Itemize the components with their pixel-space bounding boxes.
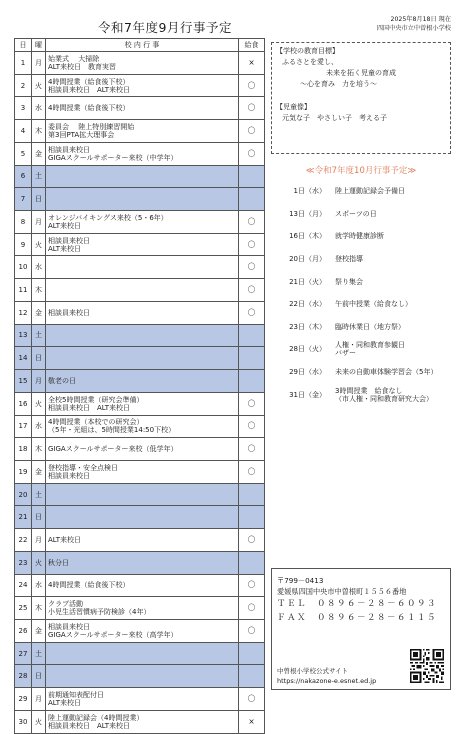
october-date: 29日（水） [289,368,326,377]
event-line: 相談員来校日 ALT来校日 [48,85,131,94]
school-contact-box [271,568,451,690]
events-cell [46,642,239,665]
postal-code: 〒799－0413 [277,576,324,585]
day-cell: 1 [15,52,32,75]
weekday-cell: 土 [32,642,46,665]
events-cell [46,301,239,324]
table-row [15,551,265,574]
day-cell: 18 [15,438,32,461]
events-cell [46,529,239,552]
kyushoku-cell: 〇 [239,597,265,620]
weekday-cell: 日 [32,347,46,370]
october-events [335,180,405,203]
as-of-date: 2025年8月18日 現在 [390,16,451,23]
day-cell: 24 [15,574,32,597]
october-event-line: バザー [335,349,356,358]
october-date: 20日（月） [289,255,326,264]
kyushoku-cell: 〇 [239,438,265,461]
october-event-line: 3時間授業 給食なし [335,386,403,395]
table-row [15,483,265,506]
table-row [15,619,265,642]
weekday-cell: 木 [32,279,46,302]
events-cell [46,74,239,97]
table-row [15,324,265,347]
day-cell: 19 [15,460,32,483]
event-line: GIGAスクールサポーター来校（中学年） [48,153,178,162]
table-row [15,52,265,75]
october-events [335,316,405,339]
list-item [278,225,458,248]
table-row [15,370,265,393]
table-row [15,460,265,483]
events-cell [46,460,239,483]
october-date: 31日（金） [289,390,326,399]
weekday-cell: 月 [32,529,46,552]
event-line: 敬老の日 [48,376,76,385]
october-date: 28日（火） [289,345,326,354]
day-cell: 7 [15,188,32,211]
day-cell: 27 [15,642,32,665]
weekday-cell: 金 [32,301,46,324]
event-line: 4時間授業（給食後下校） [48,104,130,113]
events-cell [46,324,239,347]
events-cell [46,415,239,438]
october-events [335,270,363,293]
header-events: 校 内 行 事 [46,39,239,52]
event-line: GIGAスクールサポーター来校（高学年） [48,630,178,639]
list-item [278,270,458,293]
event-line: ALT来校日 [48,698,82,707]
event-line: 第3回PTA拡大理事会 [48,131,115,140]
school-site [277,666,376,686]
event-line: （5年・光組は、5時間授業14:50下校） [48,426,176,435]
table-row [15,165,265,188]
goals-heading: 【学校の教育目標】 [276,47,339,55]
goal-line-2: 未来を拓く児童の育成 [326,69,396,77]
october-event-line: （市人権・同和教育研究大会） [335,394,433,403]
weekday-cell: 土 [32,483,46,506]
october-event-line: 午前中授業（給食なし） [335,300,412,309]
event-line: 全校5時間授業（研究会準備） [48,395,144,404]
day-cell: 23 [15,551,32,574]
header-day: 日 [15,39,32,52]
event-line: 始業式 大掃除 [48,54,100,63]
event-line: 登校指導・安全点検日 [48,463,118,472]
day-cell: 9 [15,233,32,256]
day-cell: 17 [15,415,32,438]
october-events [335,361,437,384]
table-row [15,642,265,665]
weekday-cell: 火 [32,392,46,415]
student-image-line: 元気な子 やさしい子 考える子 [282,114,387,122]
kyushoku-cell [239,188,265,211]
weekday-cell: 水 [32,574,46,597]
kyushoku-cell [239,347,265,370]
day-cell: 22 [15,529,32,552]
october-date: 22日（水） [289,300,326,309]
day-cell: 20 [15,483,32,506]
weekday-cell: 水 [32,415,46,438]
weekday-cell: 月 [32,211,46,234]
kyushoku-cell: 〇 [239,415,265,438]
header-kyushoku: 給食 [239,39,265,52]
kyushoku-cell [239,642,265,665]
day-cell: 4 [15,120,32,143]
kyushoku-cell: 〇 [239,301,265,324]
table-row [15,279,265,302]
kyushoku-cell: 〇 [239,460,265,483]
october-title: ≪令和7年度10月行事予定≫ [305,166,417,176]
table-row [15,74,265,97]
kyushoku-cell: × [239,52,265,75]
list-item [278,248,458,271]
day-cell: 3 [15,97,32,120]
kyushoku-cell: 〇 [239,619,265,642]
events-cell [46,97,239,120]
event-line: クラブ活動 [48,600,83,609]
goal-line-3: ～心を育み 力を培う～ [300,80,377,88]
day-cell: 5 [15,142,32,165]
list-item [278,383,458,406]
address: 愛媛県四国中央市中曽根町１５５６番地 [277,587,407,596]
events-cell [46,142,239,165]
october-events [335,203,377,226]
october-event-line: 臨時休業日（地方祭） [335,322,405,331]
event-line: GIGAスクールサポーター来校（低学年） [48,445,178,454]
kyushoku-cell [239,483,265,506]
kyushoku-cell [239,506,265,529]
spacer [276,90,446,102]
table-row [15,688,265,711]
october-schedule-list [278,180,458,406]
event-line: ALT来校日 [48,244,82,253]
event-line: ALT来校日 [48,535,82,544]
october-event-line: 未来の自動車体験学習会（5年） [335,368,438,377]
weekday-cell: 日 [32,188,46,211]
weekday-cell: 火 [32,74,46,97]
kyushoku-cell: 〇 [239,279,265,302]
event-line: ALT来校日 [48,221,82,230]
event-line: 相談員来校日 [48,236,90,245]
october-event-line: 人権・同和教育参観日 [335,341,405,350]
weekday-cell: 木 [32,438,46,461]
october-events [335,248,363,271]
table-row [15,97,265,120]
day-cell: 12 [15,301,32,324]
list-item [278,316,458,339]
kyushoku-cell: × [239,710,265,733]
september-schedule-table [14,38,265,734]
events-cell [46,279,239,302]
event-line: 相談員来校日 [48,622,90,631]
kyushoku-cell: 〇 [239,211,265,234]
weekday-cell: 金 [32,619,46,642]
kyushoku-cell: 〇 [239,74,265,97]
day-cell: 10 [15,256,32,279]
list-item [278,361,458,384]
page-title: 令和7年度9月行事予定 [98,20,232,35]
event-line: 相談員来校日 [48,145,90,154]
events-cell [46,574,239,597]
events-cell [46,551,239,574]
events-cell [46,438,239,461]
october-events [335,383,433,406]
october-events [335,293,412,316]
october-date: 21日（火） [289,277,326,286]
event-line: 小児生活習慣病予防検診（4年） [48,608,151,617]
kyushoku-cell [239,551,265,574]
table-row [15,415,265,438]
events-cell [46,506,239,529]
day-cell: 13 [15,324,32,347]
events-cell [46,665,239,688]
october-event-line: スポーツの日 [335,209,377,218]
october-date: 1日（水） [293,187,326,196]
day-cell: 8 [15,211,32,234]
table-header-row [15,39,265,52]
day-cell: 25 [15,597,32,620]
table-row [15,347,265,370]
event-line: 陸上運動記録会（4時間授業） [48,713,144,722]
list-item [278,180,458,203]
weekday-cell: 金 [32,142,46,165]
day-cell: 15 [15,370,32,393]
kyushoku-cell: 〇 [239,529,265,552]
october-events [335,225,384,248]
events-cell [46,597,239,620]
table-row [15,529,265,552]
weekday-cell: 水 [32,256,46,279]
kyushoku-cell [239,370,265,393]
table-row [15,710,265,733]
weekday-cell: 月 [32,688,46,711]
event-line: ALT来校日 教育実習 [48,62,117,71]
event-line: 4時間授業（本校での研究会） [48,418,144,427]
tel-number: ＴＥＬ ０８９６－２８－６０９３ [277,599,438,609]
events-cell [46,392,239,415]
kyushoku-cell: 〇 [239,233,265,256]
schedule-body [15,52,265,734]
events-cell [46,211,239,234]
weekday-cell: 月 [32,370,46,393]
table-row [15,211,265,234]
list-item [278,338,458,361]
weekday-cell: 火 [32,551,46,574]
day-cell: 29 [15,688,32,711]
october-date: 23日（木） [289,322,326,331]
day-cell: 14 [15,347,32,370]
event-line: 相談員来校日 [48,471,90,480]
kyushoku-cell: 〇 [239,97,265,120]
day-cell: 2 [15,74,32,97]
weekday-cell: 日 [32,506,46,529]
table-row [15,438,265,461]
kyushoku-cell: 〇 [239,688,265,711]
kyushoku-cell: 〇 [239,142,265,165]
october-date: 16日（木） [289,232,326,241]
event-line: 相談員来校日 [48,308,90,317]
kyushoku-cell [239,324,265,347]
table-row [15,120,265,143]
list-item [278,293,458,316]
october-event-line: 陸上運動記録会予備日 [335,187,405,196]
goal-line-1: ふるさとを愛し、 [282,58,338,66]
day-cell: 30 [15,710,32,733]
day-cell: 26 [15,619,32,642]
day-cell: 11 [15,279,32,302]
october-events [335,338,405,361]
event-line: 4時間授業（給食後下校） [48,581,130,590]
table-row [15,188,265,211]
events-cell [46,188,239,211]
event-line: 秋分日 [48,558,69,567]
october-date: 13日（月） [289,209,326,218]
events-cell [46,52,239,75]
event-line: 前期通知表配付日 [48,690,104,699]
school-name: 四国中央市立中曽根小学校 [376,25,451,32]
events-cell [46,688,239,711]
weekday-cell: 日 [32,665,46,688]
kyushoku-cell [239,665,265,688]
events-cell [46,370,239,393]
table-row [15,506,265,529]
events-cell [46,483,239,506]
table-row [15,256,265,279]
event-line: 相談員来校日 ALT来校日 [48,403,131,412]
kyushoku-cell: 〇 [239,574,265,597]
education-goals-box [271,42,451,154]
events-cell [46,120,239,143]
table-row [15,142,265,165]
qr-code-icon[interactable] [410,649,444,683]
kyushoku-cell: 〇 [239,256,265,279]
table-row [15,301,265,324]
event-line: オレンジバイキングス来校（5・6年） [48,213,168,222]
kyushoku-cell: 〇 [239,120,265,143]
events-cell [46,619,239,642]
weekday-cell: 火 [32,710,46,733]
day-cell: 28 [15,665,32,688]
weekday-cell: 金 [32,460,46,483]
table-row [15,574,265,597]
site-url[interactable]: https://nakazone-e.esnet.ed.jp [277,677,377,685]
table-row [15,597,265,620]
fax-number: ＦＡＸ ０８９６－２８－６１１５ [277,613,438,623]
kyushoku-cell: 〇 [239,392,265,415]
kyushoku-cell [239,165,265,188]
weekday-cell: 水 [32,97,46,120]
october-event-line: 登校指導 [335,255,363,264]
day-cell: 21 [15,506,32,529]
events-cell [46,233,239,256]
weekday-cell: 土 [32,165,46,188]
events-cell [46,710,239,733]
event-line: 4時間授業（給食後下校） [48,77,130,86]
october-event-line: 祭り集会 [335,277,363,286]
day-cell: 6 [15,165,32,188]
site-label: 中曽根小学校公式サイト [277,667,349,675]
table-row [15,233,265,256]
october-event-line: 就学時健康診断 [335,232,384,241]
header-weekday: 曜 [32,39,46,52]
events-cell [46,256,239,279]
day-cell: 16 [15,392,32,415]
event-line: 委員会 陸上特別練習開始 [48,123,135,132]
weekday-cell: 火 [32,233,46,256]
student-image-heading: 【児童像】 [276,103,311,111]
list-item [278,203,458,226]
events-cell [46,165,239,188]
event-line: 相談員来校日 ALT来校日 [48,721,131,730]
events-cell [46,347,239,370]
weekday-cell: 土 [32,324,46,347]
weekday-cell: 月 [32,52,46,75]
header-info [251,15,451,33]
weekday-cell: 木 [32,120,46,143]
weekday-cell: 木 [32,597,46,620]
table-row [15,392,265,415]
table-row [15,665,265,688]
